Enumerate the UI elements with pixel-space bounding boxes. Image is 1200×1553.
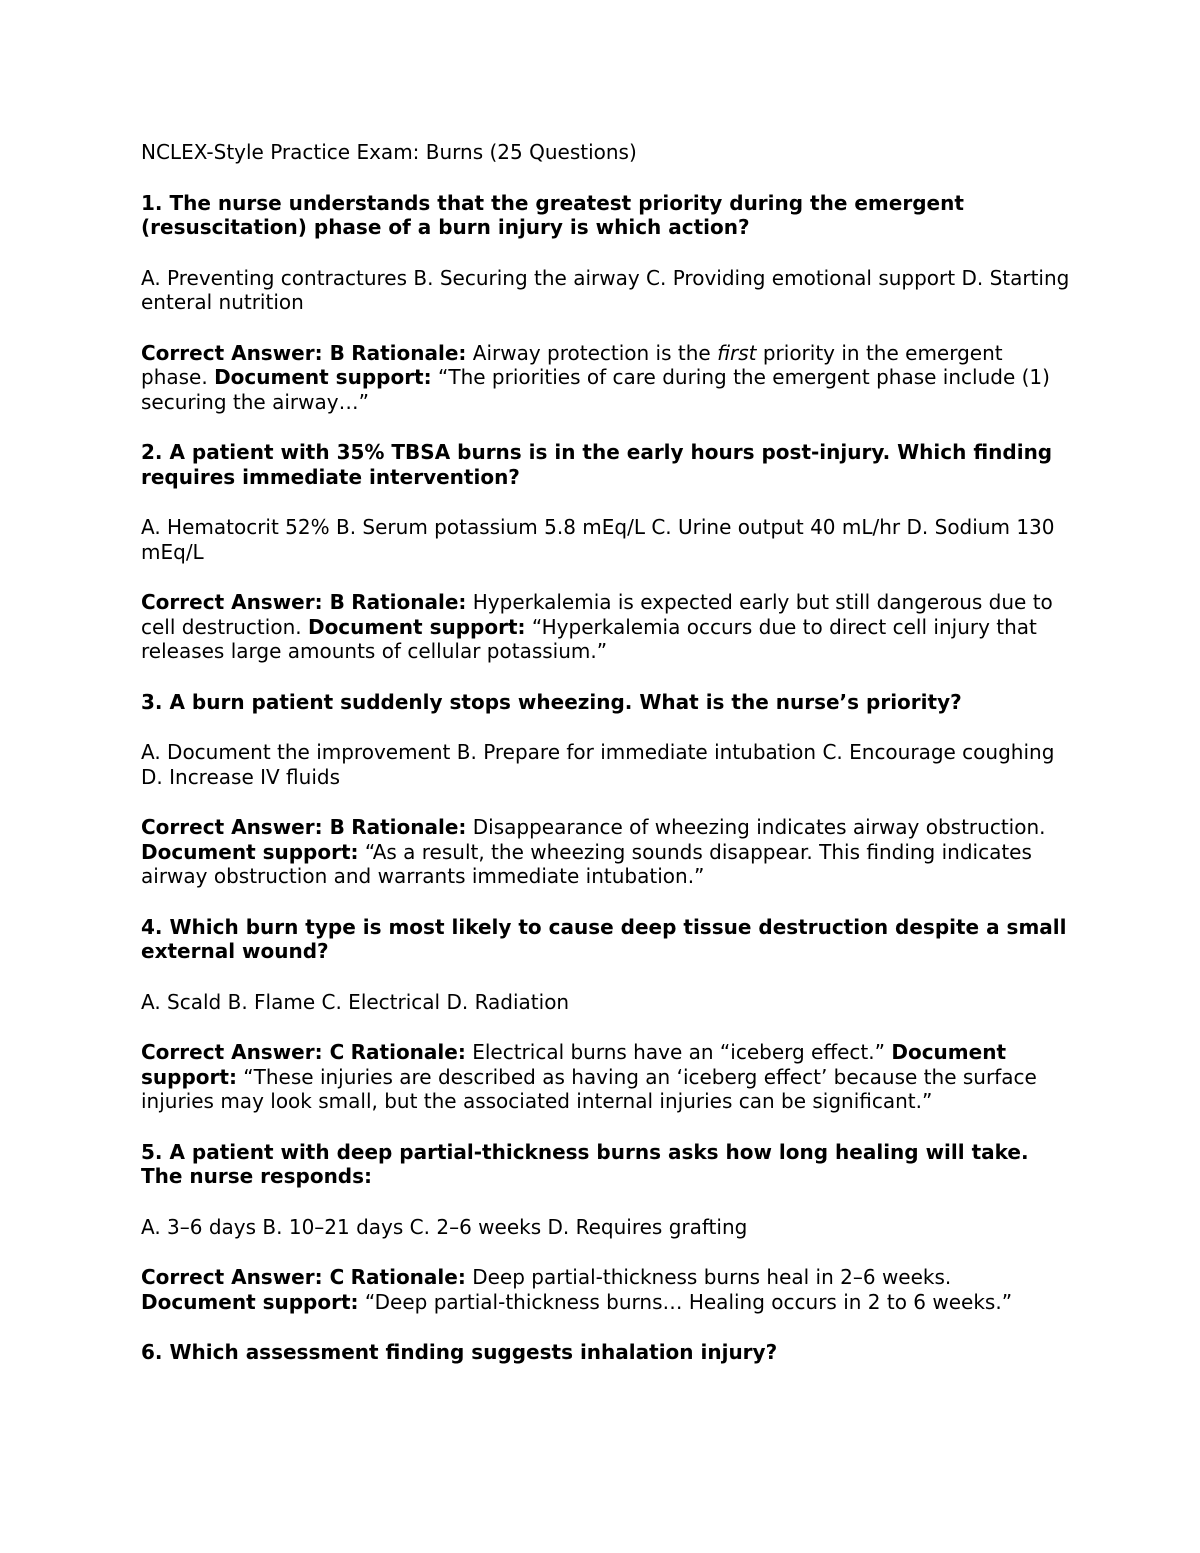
document-support-label: Document support: xyxy=(141,1289,359,1314)
rationale-text: Disappearance of wheezing indicates airway obstruction. xyxy=(472,815,1046,839)
rationale-label: Rationale: xyxy=(351,340,467,365)
rationale-label: Rationale: xyxy=(350,1040,466,1064)
correct-answer-label: Correct Answer: B xyxy=(141,590,345,614)
rationale-text: Hyperkalemia is expected early but still dangerous due to cell destruction. xyxy=(141,590,1053,639)
rationale-text: priority in the emergent phase. xyxy=(141,340,1003,389)
answer-options: A. 3–6 days B. 10–21 days C. 2–6 weeks D. Requires grafting xyxy=(141,1214,748,1239)
answer-explanation xyxy=(141,1040,1071,1114)
document-support-label: Document support: xyxy=(141,1040,1006,1089)
rationale-label: Rationale: xyxy=(351,590,467,614)
document-support-label: Document support: xyxy=(214,365,432,389)
document-support-quote: “Hyperkalemia occurs due to direct cell injury that releases large amounts of cellular potassium.” xyxy=(141,614,1037,663)
answer-options: A. Scald B. Flame C. Electrical D. Radiation xyxy=(141,989,570,1014)
correct-answer-label: Correct Answer: B xyxy=(141,340,345,365)
answer-options: A. Preventing contractures B. Securing the airway C. Providing emotional support D. Starting enteral nutrition xyxy=(141,265,1070,314)
document-support-quote: “Deep partial-thickness burns… Healing occurs in 2 to 6 weeks.” xyxy=(364,1289,1013,1314)
question-4 xyxy=(141,915,1071,1114)
question-stem: 1. The nurse understands that the greatest priority during the emergent (resuscitation) phase of a burn injury is which action? xyxy=(141,190,964,239)
answer-explanation xyxy=(141,341,1071,415)
question-stem: 4. Which burn type is most likely to cause deep tissue destruction despite a small external wound? xyxy=(141,914,1067,963)
question-stem: 5. A patient with deep partial-thickness burns asks how long healing will take. The nurse responds: xyxy=(141,1139,1029,1188)
rationale-label: Rationale: xyxy=(350,1265,466,1289)
correct-answer-label: Correct Answer: B xyxy=(141,815,345,839)
answer-explanation xyxy=(141,1265,1071,1314)
question-3 xyxy=(141,690,1071,889)
answer-options: A. Hematocrit 52% B. Serum potassium 5.8 mEq/L C. Urine output 40 mL/hr D. Sodium 130 mEq/L xyxy=(141,515,1055,564)
answer-explanation xyxy=(141,815,1071,889)
document-support-quote: “The priorities of care during the emergent phase include (1) securing the airway…” xyxy=(141,365,1050,414)
question-stem: 3. A burn patient suddenly stops wheezing. What is the nurse’s priority? xyxy=(141,689,962,714)
document-page xyxy=(141,140,1071,1391)
question-6 xyxy=(141,1340,1071,1365)
rationale-text: Electrical burns have an “iceberg effect.” xyxy=(472,1040,885,1064)
rationale-emphasis: first xyxy=(717,340,757,365)
question-stem: 6. Which assessment finding suggests inhalation injury? xyxy=(141,1340,778,1364)
question-2 xyxy=(141,440,1071,664)
document-support-quote: “As a result, the wheezing sounds disappear. This finding indicates airway obstruction and warrants immediate intubation.” xyxy=(141,839,1032,888)
question-1 xyxy=(141,191,1071,415)
document-support-quote: “These injuries are described as having an ‘iceberg effect’ because the surface injuries may look small, but the associated internal injuries can be significant.” xyxy=(141,1064,1037,1113)
rationale-text: Deep partial-thickness burns heal in 2–6 weeks. xyxy=(472,1265,952,1289)
question-5 xyxy=(141,1140,1071,1315)
document-support-label: Document support: xyxy=(307,614,526,639)
document-title: NCLEX-Style Practice Exam: Burns (25 Questions) xyxy=(141,140,637,164)
rationale-label: Rationale: xyxy=(351,815,467,839)
question-stem: 2. A patient with 35% TBSA burns is in the early hours post-injury. Which finding requires immediate intervention? xyxy=(141,440,1053,489)
answer-explanation xyxy=(141,590,1071,664)
rationale-text: Airway protection is the xyxy=(472,340,711,365)
document-support-label: Document support: xyxy=(141,839,359,864)
correct-answer-label: Correct Answer: C xyxy=(141,1040,345,1064)
correct-answer-label: Correct Answer: C xyxy=(141,1265,345,1289)
answer-options: A. Document the improvement B. Prepare for immediate intubation C. Encourage coughing D. Increase IV fluids xyxy=(141,740,1055,789)
